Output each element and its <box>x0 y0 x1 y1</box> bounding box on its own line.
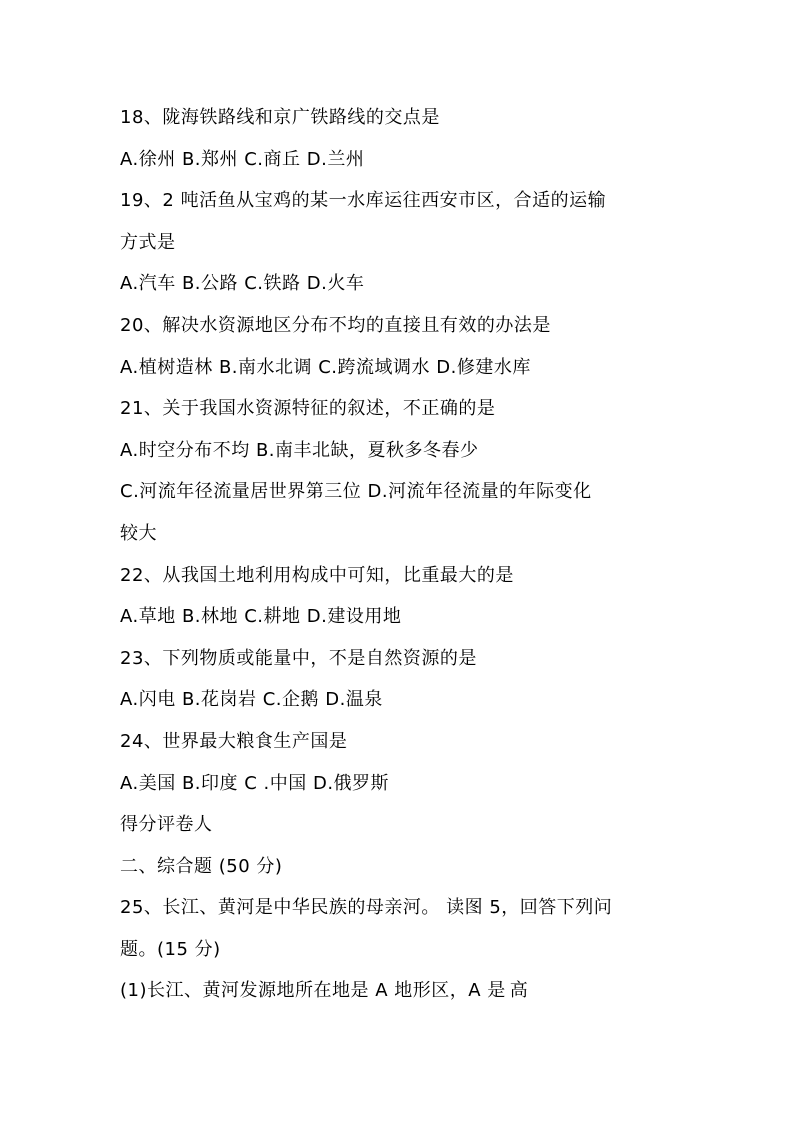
question-25-stem: 25、长江、黄河是中华民族的母亲河。 读图 5，回答下列问 <box>120 897 613 919</box>
question-22-stem: 22、从我国土地利用构成中可知，比重最大的是 <box>120 564 514 586</box>
question-21-options-cont: 较大 <box>120 522 157 544</box>
question-25-stem-cont: 题。(15 分) <box>120 938 221 960</box>
question-19-stem: 19、2 吨活鱼从宝鸡的某一水库运往西安市区，合适的运输 <box>120 190 607 212</box>
question-19-options: A.汽车 B.公路 C.铁路 D.火车 <box>120 273 365 295</box>
question-21-options-cd: C.河流年径流量居世界第三位 D.河流年径流量的年际变化 <box>120 481 592 503</box>
question-21-options-ab: A.时空分布不均 B.南丰北缺，夏秋多冬春少 <box>120 439 479 461</box>
exam-content <box>120 97 680 1012</box>
question-20-options: A.植树造林 B.南水北调 C.跨流域调水 D.修建水库 <box>120 356 531 378</box>
question-24-options: A.美国 B.印度 C .中国 D.俄罗斯 <box>120 772 390 794</box>
part-1-text-after: 高 <box>509 980 529 1002</box>
score-grader-label: 得分评卷人 <box>120 814 213 836</box>
question-18-stem: 18、陇海铁路线和京广铁路线的交点是 <box>120 107 440 128</box>
question-18-options: A.徐州 B.郑州 C.商丘 D.兰州 <box>120 148 365 170</box>
question-21-stem: 21、关于我国水资源特征的叙述，不正确的是 <box>120 398 496 420</box>
question-20-stem: 20、解决水资源地区分布不均的直接且有效的办法是 <box>120 314 551 336</box>
section-2-heading: 二、综合题 (50 分) <box>120 855 283 877</box>
part-1-text: (1)长江、黄河发源地所在地是 A 地形区，A 是 <box>120 980 506 1002</box>
question-24-stem: 24、世界最大粮食生产国是 <box>120 730 348 752</box>
question-23-options: A.闪电 B.花岗岩 C.企鹅 D.温泉 <box>120 689 383 711</box>
question-22-options: A.草地 B.林地 C.耕地 D.建设用地 <box>120 606 402 628</box>
question-25-part-1 <box>120 970 680 1012</box>
question-19-stem-cont: 方式是 <box>120 231 176 253</box>
question-23-stem: 23、下列物质或能量中，不是自然资源的是 <box>120 647 477 669</box>
